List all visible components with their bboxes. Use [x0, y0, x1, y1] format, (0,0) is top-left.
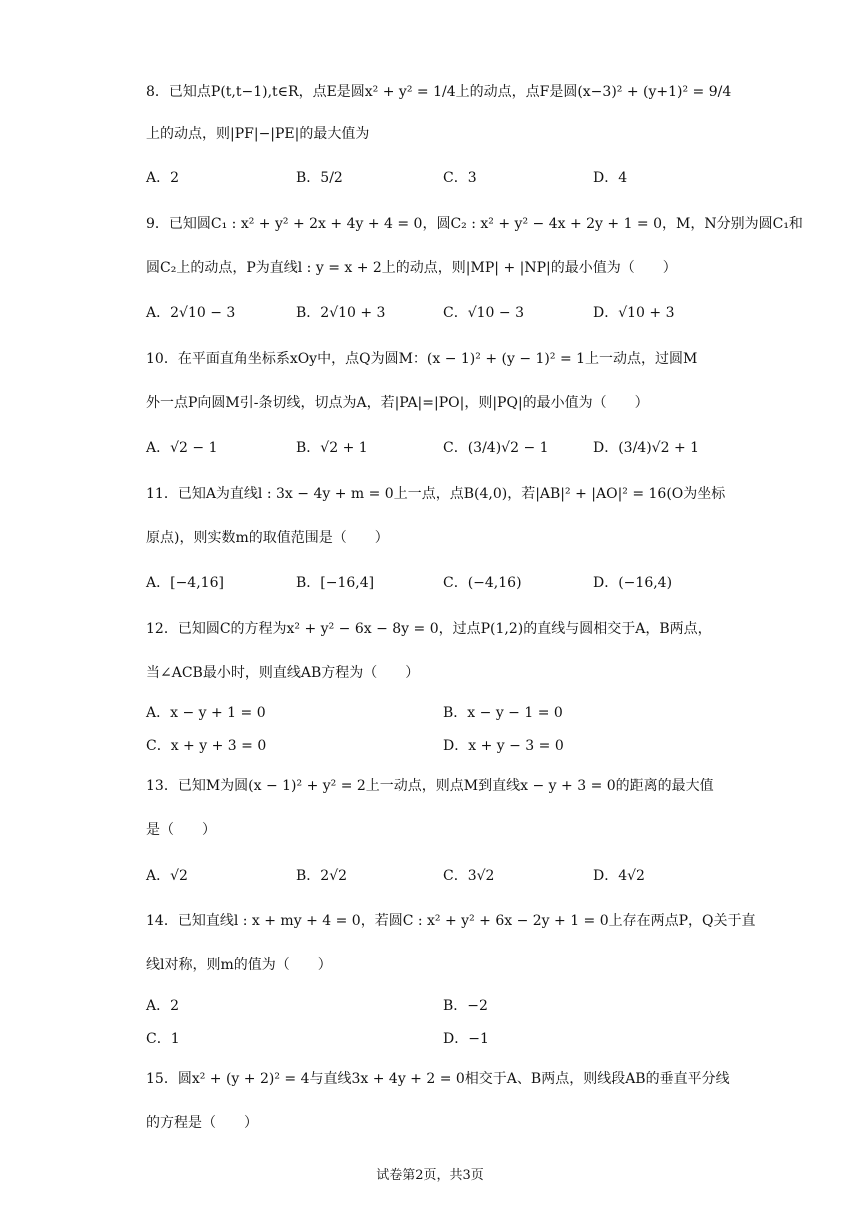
question-13-line-2: 是（ ）	[146, 822, 216, 838]
page-footer: 试卷第2页，共3页	[376, 1168, 484, 1183]
option-a: A．√2 − 1	[146, 440, 218, 456]
question-8-line-1: 8．已知点P(t,t−1),t∈R，点E是圆x² + y² = 1/4上的动点，点F是圆(x−3)² + (y+1)² = 9/4	[146, 84, 732, 100]
question-14-line-1: 14．已知直线l : x + my + 4 = 0，若圆C : x² + y² + 6x − 2y + 1 = 0上存在两点P，Q关于直	[146, 913, 756, 929]
option-a: A．2√10 − 3	[146, 305, 236, 321]
option-c: C．(3/4)√2 − 1	[443, 440, 549, 456]
option-a: A．2	[146, 170, 180, 186]
option-b: B．x − y − 1 = 0	[443, 705, 563, 721]
question-10-line-1: 10．在平面直角坐标系xOy中，点Q为圆M：(x − 1)² + (y − 1)² = 1上一动点，过圆M	[146, 351, 698, 367]
question-12-options-row-1	[146, 703, 746, 733]
option-d: D．4√2	[593, 868, 645, 884]
question-15-line-2: 的方程是（ ）	[146, 1115, 258, 1131]
option-b: B．2√2	[296, 868, 348, 884]
question-12-line-2: 当∠ACB最小时，则直线AB方程为（ ）	[146, 665, 420, 681]
question-15-line-1: 15．圆x² + (y + 2)² = 4与直线3x + 4y + 2 = 0相交于A、B两点，则线段AB的垂直平分线	[146, 1071, 730, 1087]
question-8-line-2: 上的动点，则|PF|−|PE|的最大值为	[146, 126, 370, 142]
option-d: D．−1	[443, 1031, 489, 1047]
option-d: D．4	[593, 170, 628, 186]
question-13-line-1: 13．已知M为圆(x − 1)² + y² = 2上一动点，则点M到直线x − y + 3 = 0的距离的最大值	[146, 778, 714, 794]
question-8-options	[146, 168, 746, 198]
question-14-line-2: 线l对称，则m的值为（ ）	[146, 957, 332, 973]
option-c: C．3√2	[443, 868, 495, 884]
option-a: A．x − y + 1 = 0	[146, 705, 266, 721]
option-b: B．5/2	[296, 170, 343, 186]
question-14-options-row-1	[146, 996, 746, 1026]
option-d: D．(3/4)√2 + 1	[593, 440, 700, 456]
option-c: C．3	[443, 170, 477, 186]
option-c: C．x + y + 3 = 0	[146, 738, 267, 754]
option-c: C．1	[146, 1031, 180, 1047]
option-a: A．2	[146, 998, 180, 1014]
option-d: D．(−16,4)	[593, 575, 673, 591]
option-c: C．(−4,16)	[443, 575, 522, 591]
question-12-line-1: 12．已知圆C的方程为x² + y² − 6x − 8y = 0，过点P(1,2)的直线与圆相交于A，B两点，	[146, 621, 712, 637]
option-d: D．√10 + 3	[593, 305, 675, 321]
question-9-line-2: 圆C₂上的动点，P为直线l : y = x + 2上的动点，则|MP| + |NP|的最小值为（ ）	[146, 260, 677, 276]
question-12-options-row-2	[146, 736, 746, 766]
question-11-options	[146, 573, 746, 603]
option-b: B．√2 + 1	[296, 440, 368, 456]
question-10-line-2: 外一点P向圆M引-条切线，切点为A，若|PA|=|PO|，则|PQ|的最小值为（ ）	[146, 395, 649, 411]
option-b: B．[−16,4]	[296, 575, 375, 591]
question-14-options-row-2	[146, 1029, 746, 1059]
question-9-options	[146, 303, 746, 333]
question-11-line-2: 原点)，则实数m的取值范围是（ ）	[146, 530, 389, 546]
question-9-line-1: 9．已知圆C₁ : x² + y² + 2x + 4y + 4 = 0，圆C₂ : x² + y² − 4x + 2y + 1 = 0，M，N分别为圆C₁和	[146, 216, 803, 232]
question-11-line-1: 11．已知A为直线l : 3x − 4y + m = 0上一点，点B(4,0)，若|AB|² + |AO|² = 16(O为坐标	[146, 486, 726, 502]
option-d: D．x + y − 3 = 0	[443, 738, 564, 754]
option-b: B．2√10 + 3	[296, 305, 386, 321]
option-c: C．√10 − 3	[443, 305, 524, 321]
option-b: B．−2	[443, 998, 488, 1014]
question-13-options	[146, 866, 746, 896]
option-a: A．[−4,16]	[146, 575, 224, 591]
option-a: A．√2	[146, 868, 188, 884]
question-10-options	[146, 438, 746, 468]
